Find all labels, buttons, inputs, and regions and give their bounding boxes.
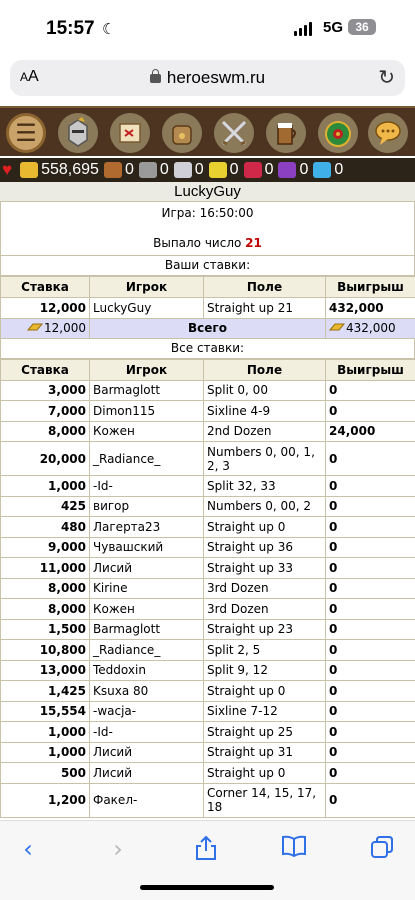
table-row bbox=[1, 380, 415, 401]
win-cell: 432,000 bbox=[326, 298, 415, 319]
stake-cell: 8,000 bbox=[1, 599, 90, 620]
stake-cell: 425 bbox=[1, 496, 90, 517]
win-cell: 0 bbox=[326, 640, 415, 661]
url-text: heroeswm.ru bbox=[166, 68, 266, 87]
field-cell: Split 2, 5 bbox=[204, 640, 326, 661]
win-cell: 0 bbox=[326, 701, 415, 722]
all-bets-table bbox=[0, 359, 415, 818]
game-nav-bar bbox=[0, 106, 415, 156]
winning-number-value: 21 bbox=[245, 236, 262, 250]
stake-cell: 3,000 bbox=[1, 380, 90, 401]
mercury-icon bbox=[174, 162, 192, 178]
field-cell: Numbers 0, 00, 2 bbox=[204, 496, 326, 517]
roulette-results bbox=[0, 182, 415, 820]
player-cell: Кожен bbox=[90, 599, 204, 620]
win-header: Выигрыш bbox=[326, 277, 415, 298]
table-row bbox=[1, 537, 415, 558]
stake-cell: 20,000 bbox=[1, 442, 90, 476]
chat-bubble-icon[interactable] bbox=[368, 113, 408, 153]
address-bar[interactable] bbox=[10, 60, 405, 96]
mercury-resource: 0 bbox=[174, 161, 204, 179]
gold-icon bbox=[20, 162, 38, 178]
sulfur-icon bbox=[209, 162, 227, 178]
win-header: Выигрыш bbox=[326, 359, 415, 380]
win-cell: 0 bbox=[326, 442, 415, 476]
gold-icon bbox=[27, 321, 43, 333]
game-time: Игра: 16:50:00 bbox=[161, 206, 254, 220]
wood-resource: 0 bbox=[104, 161, 134, 179]
moon-icon: ☾ bbox=[102, 20, 116, 38]
roulette-icon[interactable] bbox=[318, 113, 358, 153]
win-cell: 0 bbox=[326, 742, 415, 763]
player-cell: Лисий bbox=[90, 742, 204, 763]
field-cell: Straight up 0 bbox=[204, 517, 326, 538]
gold-icon bbox=[329, 321, 345, 333]
stake-cell: 9,000 bbox=[1, 537, 90, 558]
field-cell: Straight up 25 bbox=[204, 722, 326, 743]
stake-cell: 8,000 bbox=[1, 578, 90, 599]
heart-icon: ♥ bbox=[2, 160, 13, 179]
stake-header: Ставка bbox=[1, 277, 90, 298]
signal-icon bbox=[294, 22, 314, 36]
stake-cell: 480 bbox=[1, 517, 90, 538]
win-cell: 0 bbox=[326, 763, 415, 784]
ore-icon bbox=[139, 162, 157, 178]
stake-cell: 1,200 bbox=[1, 783, 90, 817]
win-cell: 0 bbox=[326, 578, 415, 599]
total-win-cell: 432,000 bbox=[326, 318, 415, 338]
stake-cell: 1,000 bbox=[1, 476, 90, 497]
player-header: Игрок bbox=[90, 277, 204, 298]
sulfur-resource: 0 bbox=[209, 161, 239, 179]
stake-cell: 11,000 bbox=[1, 558, 90, 579]
home-indicator bbox=[140, 885, 274, 890]
win-cell: 0 bbox=[326, 496, 415, 517]
diamond-icon bbox=[313, 162, 331, 178]
player-cell: Dimon115 bbox=[90, 401, 204, 422]
table-row bbox=[1, 619, 415, 640]
table-row bbox=[1, 681, 415, 702]
field-cell: Straight up 0 bbox=[204, 763, 326, 784]
field-cell: Corner 14, 15, 17, 18 bbox=[204, 783, 326, 817]
tavern-mug-icon[interactable] bbox=[266, 113, 306, 153]
table-row bbox=[1, 701, 415, 722]
crystals-resource: 0 bbox=[244, 161, 274, 179]
player-cell: _Radiance_ bbox=[90, 640, 204, 661]
win-cell: 24,000 bbox=[326, 421, 415, 442]
field-cell: Numbers 0, 00, 1, 2, 3 bbox=[204, 442, 326, 476]
url-display[interactable] bbox=[10, 68, 405, 88]
crystals-icon bbox=[244, 162, 262, 178]
table-row bbox=[1, 783, 415, 817]
win-cell: 0 bbox=[326, 619, 415, 640]
field-cell: Straight up 33 bbox=[204, 558, 326, 579]
scroll-map-icon[interactable] bbox=[110, 113, 150, 153]
player-cell: Barmaglott bbox=[90, 619, 204, 640]
total-stake-cell: 12,000 bbox=[1, 318, 90, 338]
stake-cell: 1,500 bbox=[1, 619, 90, 640]
diamonds-resource: 0 bbox=[313, 161, 343, 179]
stake-cell: 15,554 bbox=[1, 701, 90, 722]
player-cell: Barmaglott bbox=[90, 380, 204, 401]
table-row bbox=[1, 517, 415, 538]
total-label: Всего bbox=[90, 318, 326, 338]
ore-resource: 0 bbox=[139, 161, 169, 179]
player-cell: Teddoxin bbox=[90, 660, 204, 681]
field-header: Поле bbox=[204, 359, 326, 380]
knight-helmet-icon[interactable] bbox=[58, 113, 98, 153]
field-cell: Straight up 21 bbox=[204, 298, 326, 319]
win-cell: 0 bbox=[326, 681, 415, 702]
stake-cell: 13,000 bbox=[1, 660, 90, 681]
stake-header: Ставка bbox=[1, 359, 90, 380]
win-cell: 0 bbox=[326, 599, 415, 620]
stake-cell: 500 bbox=[1, 763, 90, 784]
field-cell: Sixline 7-12 bbox=[204, 701, 326, 722]
win-cell: 0 bbox=[326, 476, 415, 497]
resource-bar bbox=[0, 158, 415, 182]
field-cell: Sixline 4-9 bbox=[204, 401, 326, 422]
winning-number: Выпало число 21 bbox=[153, 236, 262, 250]
player-cell: Чувашский bbox=[90, 537, 204, 558]
win-cell: 0 bbox=[326, 722, 415, 743]
wood-icon bbox=[104, 162, 122, 178]
table-row bbox=[1, 496, 415, 517]
gems-icon bbox=[278, 162, 296, 178]
reload-icon[interactable]: ↻ bbox=[378, 65, 395, 89]
field-header: Поле bbox=[204, 277, 326, 298]
win-cell: 0 bbox=[326, 783, 415, 817]
player-cell: Лисий bbox=[90, 763, 204, 784]
all-bets-title: Все ставки: bbox=[0, 339, 415, 359]
total-row bbox=[1, 318, 415, 338]
player-cell: -Id- bbox=[90, 722, 204, 743]
table-row bbox=[1, 599, 415, 620]
field-cell: 2nd Dozen bbox=[204, 421, 326, 442]
win-cell: 0 bbox=[326, 558, 415, 579]
stake-cell: 8,000 bbox=[1, 421, 90, 442]
stake-cell: 10,800 bbox=[1, 640, 90, 661]
network-type: 5G bbox=[323, 19, 344, 36]
stake-cell: 1,000 bbox=[1, 742, 90, 763]
reader-settings-button[interactable]: AA bbox=[20, 68, 39, 85]
table-header-row bbox=[1, 359, 415, 380]
stake-cell: 7,000 bbox=[1, 401, 90, 422]
stake-cell: 12,000 bbox=[1, 298, 90, 319]
field-cell: Straight up 23 bbox=[204, 619, 326, 640]
player-cell: LuckyGuy bbox=[90, 298, 204, 319]
win-cell: 0 bbox=[326, 380, 415, 401]
field-cell: 3rd Dozen bbox=[204, 578, 326, 599]
player-header: Игрок bbox=[90, 359, 204, 380]
table-row bbox=[1, 640, 415, 661]
table-row bbox=[1, 558, 415, 579]
back-icon[interactable]: ‹ bbox=[23, 835, 33, 863]
field-cell: Straight up 31 bbox=[204, 742, 326, 763]
gold-resource: 558,695 bbox=[20, 161, 99, 179]
your-bets-table bbox=[0, 276, 415, 339]
player-cell: Лисий bbox=[90, 558, 204, 579]
your-bets-title: Ваши ставки: bbox=[0, 256, 415, 276]
table-row bbox=[1, 401, 415, 422]
menu-icon[interactable]: ☰ bbox=[6, 113, 46, 153]
table-row bbox=[1, 421, 415, 442]
table-row bbox=[1, 722, 415, 743]
tabs-icon[interactable] bbox=[368, 835, 396, 863]
lock-icon bbox=[150, 74, 161, 83]
status-bar bbox=[0, 0, 415, 56]
player-cell: _Radiance_ bbox=[90, 442, 204, 476]
field-cell: 3rd Dozen bbox=[204, 599, 326, 620]
field-cell: Split 9, 12 bbox=[204, 660, 326, 681]
table-row bbox=[1, 660, 415, 681]
bookmarks-icon[interactable] bbox=[280, 835, 308, 863]
gems-resource: 0 bbox=[278, 161, 308, 179]
player-cell: Факел- bbox=[90, 783, 204, 817]
table-row bbox=[1, 476, 415, 497]
win-cell: 0 bbox=[326, 537, 415, 558]
table-row bbox=[1, 442, 415, 476]
win-cell: 0 bbox=[326, 517, 415, 538]
player-cell: вигор bbox=[90, 496, 204, 517]
table-row bbox=[1, 298, 415, 319]
backpack-icon[interactable] bbox=[162, 113, 202, 153]
player-cell: -Id- bbox=[90, 476, 204, 497]
hearts-resource bbox=[2, 160, 15, 180]
win-cell: 0 bbox=[326, 401, 415, 422]
field-cell: Split 32, 33 bbox=[204, 476, 326, 497]
stake-cell: 1,000 bbox=[1, 722, 90, 743]
win-cell: 0 bbox=[326, 660, 415, 681]
field-cell: Straight up 0 bbox=[204, 681, 326, 702]
player-cell: -wacja- bbox=[90, 701, 204, 722]
field-cell: Straight up 36 bbox=[204, 537, 326, 558]
player-cell: Kirine bbox=[90, 578, 204, 599]
stake-cell: 1,425 bbox=[1, 681, 90, 702]
table-row bbox=[1, 763, 415, 784]
player-cell: Лагерта23 bbox=[90, 517, 204, 538]
status-time: 15:57 bbox=[46, 18, 95, 39]
table-header-row bbox=[1, 277, 415, 298]
page-title: LuckyGuy bbox=[0, 182, 415, 202]
table-row bbox=[1, 742, 415, 763]
field-cell: Split 0, 00 bbox=[204, 380, 326, 401]
table-row bbox=[1, 578, 415, 599]
share-icon[interactable] bbox=[192, 835, 220, 863]
crossed-swords-icon[interactable] bbox=[214, 113, 254, 153]
game-info bbox=[0, 202, 415, 256]
player-cell: Кожен bbox=[90, 421, 204, 442]
player-cell: Ksuxa 80 bbox=[90, 681, 204, 702]
forward-icon[interactable]: › bbox=[113, 835, 123, 863]
battery-icon: 36 bbox=[348, 19, 376, 35]
